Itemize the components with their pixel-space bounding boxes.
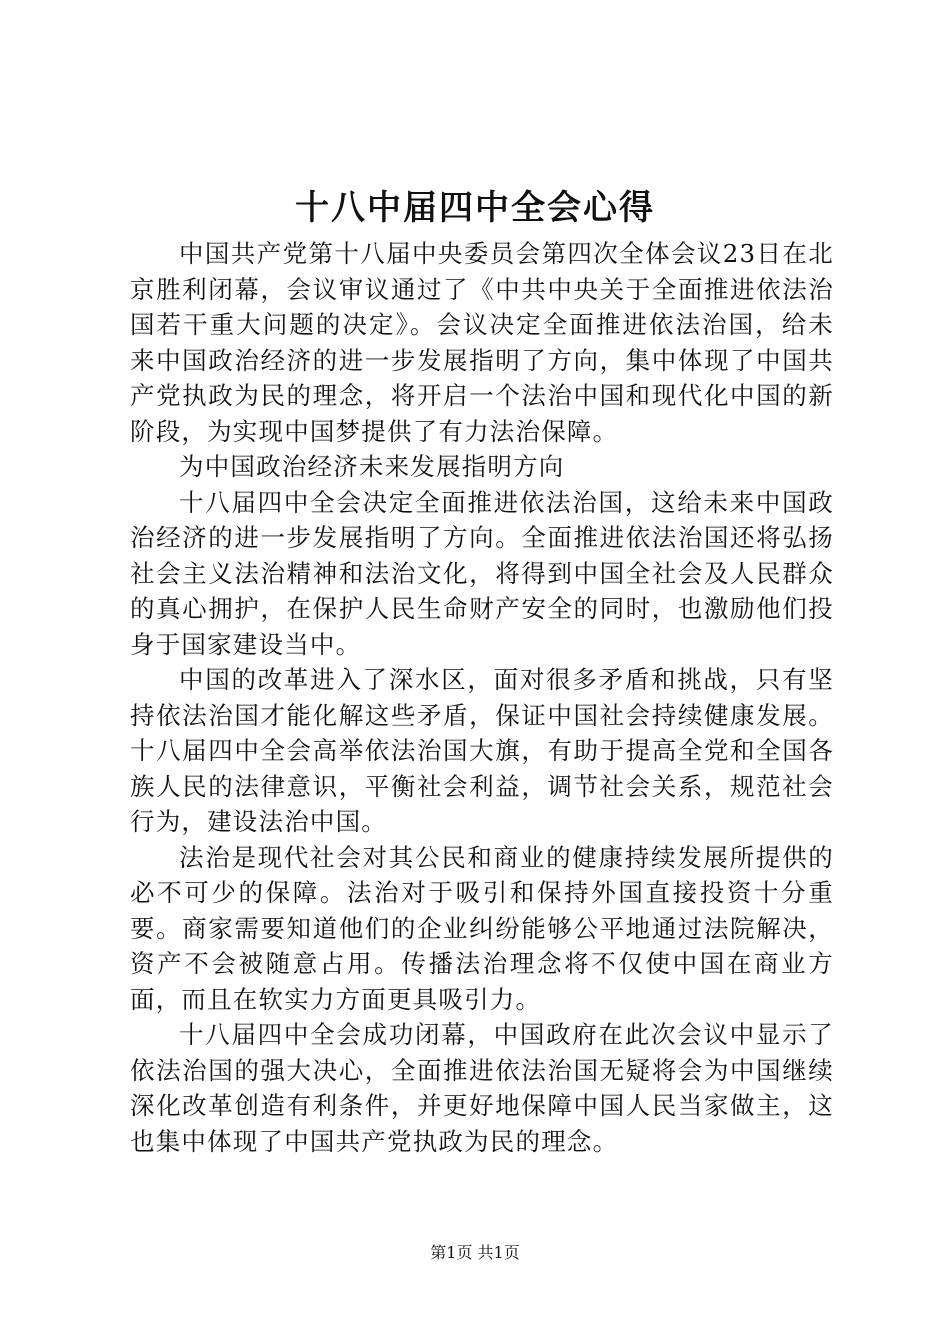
page-number-footer: 第1页 共1页	[430, 1243, 520, 1262]
section-heading: 为中国政治经济未来发展指明方向	[179, 452, 565, 481]
paragraph-conclusion: 十八届四中全会成功闭幕，中国政府在此次会议中显示了依法治国的强大决心，全面推进依法治国无疑将会为中国继续深化改革创造有利条件，并更好地保障中国人民当家做主，这也集中体现了中国共产党执政为民的理念。	[130, 1020, 834, 1156]
document-title: 十八中届四中全会心得	[295, 188, 655, 228]
paragraph-reform: 中国的改革进入了深水区，面对很多矛盾和挑战，只有坚持依法治国才能化解这些矛盾，保证中国社会持续健康发展。十八届四中全会高举依法治国大旗，有助于提高全党和全国各族人民的法律意识，平衡社会利益，调节社会关系，规范社会行为，建设法治中国。	[130, 665, 834, 836]
paragraph-intro: 中国共产党第十八届中央委员会第四次全体会议23日在北京胜利闭幕，会议审议通过了《中共中央关于全面推进依法治国若干重大问题的决定》。会议决定全面推进依法治国，给未来中国政治经济的进一步发展指明了方向，集中体现了中国共产党执政为民的理念，将开启一个法治中国和现代化中国的新阶段，为实现中国梦提供了有力法治保障。	[130, 239, 834, 446]
paragraph-rule-of-law: 法治是现代社会对其公民和商业的健康持续发展所提供的必不可少的保障。法治对于吸引和保持外国直接投资十分重要。商家需要知道他们的企业纠纷能够公平地通过法院解决，资产不会被随意占用。传播法治理念将不仅使中国在商业方面，而且在软实力方面更具吸引力。	[130, 842, 834, 1014]
document-body	[130, 236, 834, 1159]
paragraph-direction: 十八届四中全会决定全面推进依法治国，这给未来中国政治经济的进一步发展指明了方向。全面推进依法治国还将弘扬社会主义法治精神和法治文化，将得到中国全社会及人民群众的真心拥护，在保护人民生命财产安全的同时，也激励他们投身于国家建设当中。	[130, 487, 834, 659]
